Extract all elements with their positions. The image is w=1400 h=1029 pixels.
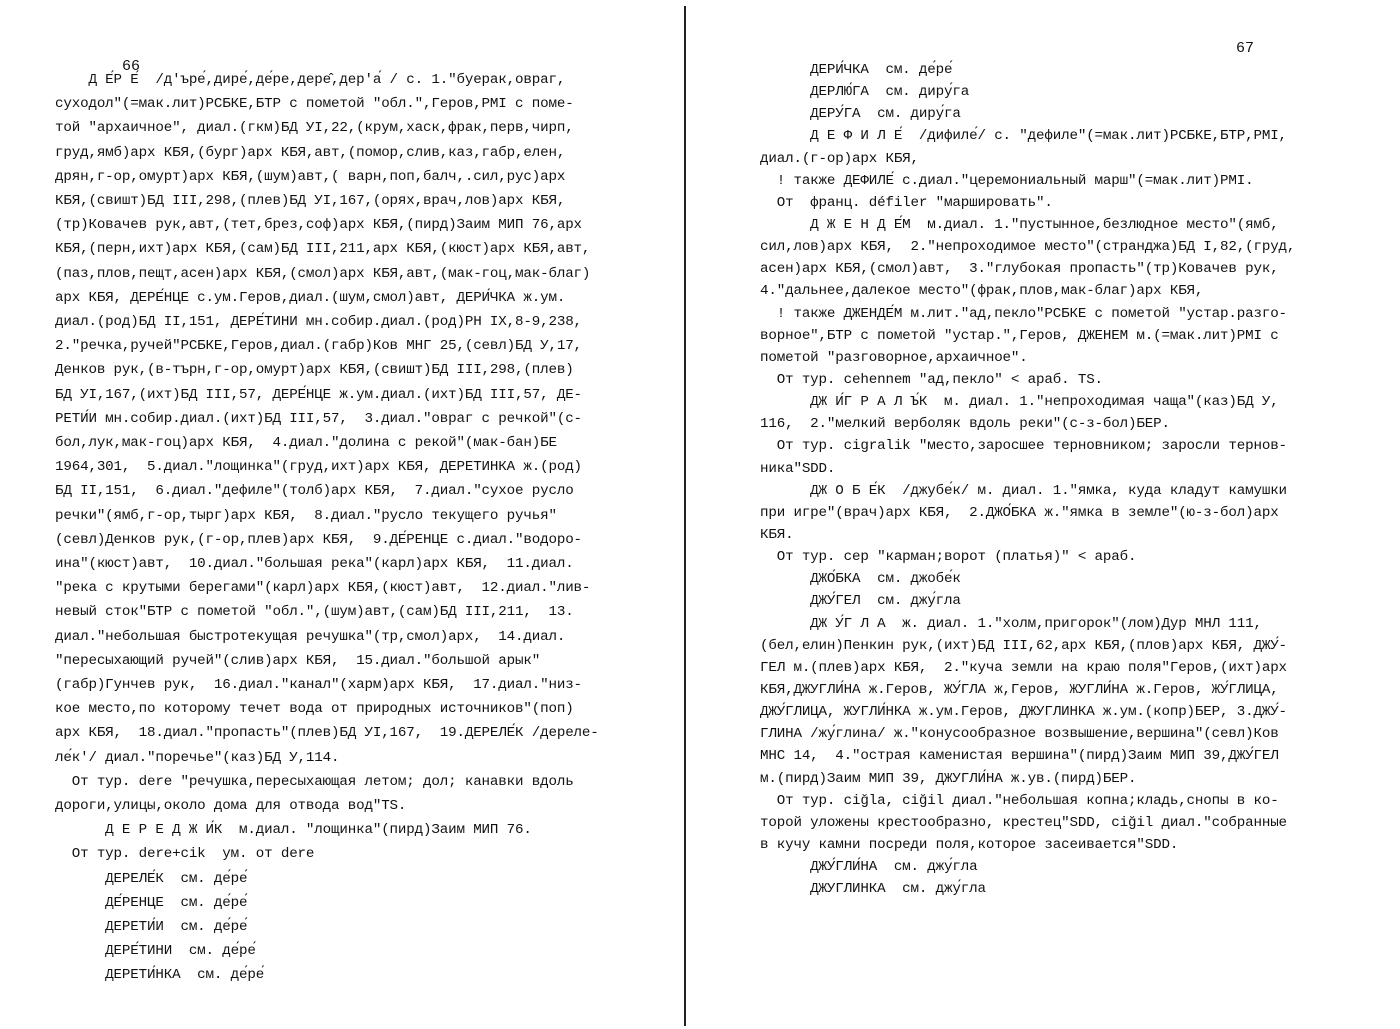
text-line: 4."дальнее,далекое место"(фрак,плов,мак-благ)арх КБЯ, [760, 283, 1204, 299]
text-line: От тур. cehennem "ад,пекло" < араб. TS. [760, 372, 1103, 388]
page-number-right: 67 [1236, 40, 1255, 57]
page-number-left: 66 [122, 58, 141, 75]
text-line: От тур. ciğla, ciğil диал."небольшая копна;кладь,снопы в ко- [760, 793, 1279, 809]
text-line: ГЛИНА /жу́глина/ ж."конусообразное возвышение,вершина"(севл)Ков [760, 726, 1279, 742]
text-line: 116, 2."мелкий верболяк вдоль реки"(с-з-бол)БЕР. [760, 416, 1170, 432]
text-line: ле́к'/ диал."поречье"(каз)БД У,114. [55, 750, 340, 766]
text-line: диал.(г-ор)арх КБЯ, [760, 151, 919, 167]
text-line: невый сток"БТР с пометой "обл.",(шум)авт,(сам)БД ІІІ,211, 13. [55, 604, 574, 620]
text-line: От франц. défiler "маршировать". [760, 195, 1053, 211]
text-line: "река с крутыми берегами"(карл)арх КБЯ,(кюст)авт, 12.диал."лив- [55, 580, 591, 596]
text-line: (тр)Ковачев рук,авт,(тет,брез,соф)арх КБЯ,(пирд)Заим МИП 76,арх [55, 217, 582, 233]
text-line: ДЖУ́ГЛИЦА, ЖУГЛИ́НКА ж.ум.Геров, ДЖУГЛИНКА ж.ум.(копр)БЕР, 3.ДЖУ́- [760, 704, 1287, 720]
text-line: диал.(род)БД ІІ,151, ДЕРЕ́ТИНИ мн.собир.диал.(род)РН ІХ,8-9,238, [55, 314, 582, 330]
text-line: ДЕРУ́ГА см. диру́га [760, 106, 961, 122]
text-line: (паз,плов,пещт,асен)арх КБЯ,(смол)арх КБЯ,авт,(мак-гоц,мак-благ) [55, 266, 591, 282]
text-line: арх КБЯ, 18.диал."пропасть"(плев)БД УІ,167, 19.ДЕРЕЛЕ́К /дереле- [55, 725, 599, 741]
text-line: кое место,по которому течет вода от природных источников"(поп) [55, 701, 574, 717]
text-line: ! также ДЕФИЛЕ́ с.диал."церемониальный марш"(=мак.лит)РМІ. [760, 173, 1254, 189]
text-line: груд,ямб)арх КБЯ,(бург)арх КБЯ,авт,(помор,слив,каз,габр,елен, [55, 145, 566, 161]
text-line: КБЯ,ДЖУГЛИ́НА ж.Геров, ЖУ́ГЛА ж,Геров, ЖУГЛИ́НА ж.Геров, ЖУ́ГЛИЦА, [760, 682, 1279, 698]
text-line: (бел,елин)Пенкин рук,(ихт)БД ІІІ,62,арх КБЯ,(плов)арх КБЯ, ДЖУ́- [760, 638, 1287, 654]
text-line: Денков рук,(в-търн,г-ор,омурт)арх КБЯ,(свишт)БД ІІІ,298,(плев) [55, 362, 574, 378]
text-line: КБЯ,(перн,ихт)арх КБЯ,(сам)БД ІІІ,211,арх КБЯ,(кюст)арх КБЯ,авт, [55, 241, 591, 257]
text-line: бол,лук,мак-гоц)арх КБЯ, 4.диал."долина с рекой"(мак-бан)БЕ [55, 435, 557, 451]
text-line: речки"(ямб,г-ор,тырг)арх КБЯ, 8.диал."русло текущего ручья" [55, 508, 557, 524]
text-line: Д Е Р Е Д Ж И́К м.диал. "лощинка"(пирд)Заим МИП 76. [55, 822, 532, 838]
text-line: ДЖ У́Г Л А ж. диал. 1."холм,пригорок"(лом)Дур МНЛ 111, [760, 616, 1262, 632]
text-line: дороги,улицы,около дома для отвода вод"TS. [55, 798, 407, 814]
text-line: От тур. cep "карман;ворот (платья)" < араб. [760, 549, 1137, 565]
text-line: асен)арх КБЯ,(смол)авт, 3."глубокая пропасть"(тр)Ковачев рук, [760, 261, 1279, 277]
text-line: ДЕРЕЛЕ́К см. де́ре́ [55, 871, 248, 887]
text-line: ДЖУ́ГЕЛ см. джу́гла [760, 593, 961, 609]
text-line: диал."небольшая быстротекущая речушка"(тр,смол)арх, 14.диал. [55, 629, 566, 645]
text-line: ! также ДЖЕНДЕ́М м.лит."ад,пекло"РСБКЕ с пометой "устар.разго- [760, 306, 1287, 322]
text-line: 2."речка,ручей"РСБКЕ,Геров,диал.(габр)Ков МНГ 25,(севл)БД У,17, [55, 338, 582, 354]
text-line: дрян,г-ор,омурт)арх КБЯ,(шум)авт,( варн,поп,балч,.сил,рус)арх [55, 169, 566, 185]
text-line: ДЖО́БКА см. джобе́к [760, 571, 961, 587]
text-line: ДЖУГЛИНКА см. джу́гла [760, 881, 986, 897]
text-line: БД ІІ,151, 6.диал."дефиле"(толб)арх КБЯ, 7.диал."сухое русло [55, 483, 574, 499]
text-line: ворное",БТР с пометой "устар.",Геров, ДЖЕНЕМ м.(=мак.лит)РМІ с [760, 328, 1279, 344]
text-line: БД УІ,167,(ихт)БД ІІІ,57, ДЕРЕ́НЦЕ ж.ум.диал.(ихт)БД ІІІ,57, ДЕ- [55, 387, 582, 403]
text-line: От тур. dere+cik ум. от dere [55, 846, 315, 862]
text-line: м.(пирд)Заим МИП 39, ДЖУГЛИ́НА ж.ув.(пирд)БЕР. [760, 771, 1137, 787]
text-line: ДЖ И́Г Р А Л Ъ́К м. диал. 1."непроходимая чаща"(каз)БД У, [760, 394, 1279, 410]
text-line: ДЖУ́ГЛИ́НА см. джу́гла [760, 859, 978, 875]
text-line: сил,лов)арх КБЯ, 2."непроходимое место"(странджа)БД І,82,(груд, [760, 239, 1296, 255]
text-line: в кучу камни посреди поля,которое засеивается"SDD. [760, 837, 1179, 853]
text-line: МНС 14, 4."острая каменистая вершина"(пирд)Заим МИП 39,ДЖУ́ГЕЛ [760, 748, 1279, 764]
text-line: (севл)Денков рук,(г-ор,плев)арх КБЯ, 9.ДЕ́РЕНЦЕ с.диал."водоро- [55, 532, 582, 548]
text-line: Д Ж Е Н Д Е́М м.диал. 1."пустынное,безлюдное место"(ямб, [760, 217, 1279, 233]
text-line: ДЖ О Б Е́К /джубе́к/ м. диал. 1."ямка, куда кладут камушки [760, 483, 1287, 499]
text-line: (габр)Гунчев рук, 16.диал."канал"(харм)арх КБЯ, 17.диал."низ- [55, 677, 582, 693]
page-gutter-divider [684, 6, 686, 1026]
text-line: суходол"(=мак.лит)РСБКЕ,БТР с пометой "обл.",Геров,РМІ с поме- [55, 96, 574, 112]
text-line: "пересыхающий ручей"(слив)арх КБЯ, 15.диал."большой арык" [55, 653, 541, 669]
text-line: ника"SDD. [760, 461, 836, 477]
text-line: ДЕРЕТИ́И см. де́ре́ [55, 919, 248, 935]
text-line: ДЕРЕТИ́НКА см. де́ре́ [55, 967, 265, 983]
text-line: 1964,301, 5.диал."лощинка"(груд,ихт)арх КБЯ, ДЕРЕТИНКА ж.(род) [55, 459, 582, 475]
text-line: Д Е Ф И Л Е́ /дифиле́/ с. "дефиле"(=мак.лит)РСБКЕ,БТР,РМІ, [760, 128, 1287, 144]
text-line: при игре"(врач)арх КБЯ, 2.ДЖО́БКА ж."ямка в земле"(ю-з-бол)арх [760, 505, 1279, 521]
text-line: От тур. dere "речушка,пересыхающая летом; дол; канавки вдоль [55, 774, 574, 790]
text-line: РЕТИ́И мн.собир.диал.(ихт)БД ІІІ,57, 3.диал."овраг с речкой"(с- [55, 411, 582, 427]
text-line: ДЕРЕ́ТИНИ см. де́ре́ [55, 943, 256, 959]
text-line: КБЯ,(свишт)БД ІІІ,298,(плев)БД УІ,167,(орях,врач,лов)арх КБЯ, [55, 193, 566, 209]
text-line: ДЕ́РЕНЦЕ см. де́ре́ [55, 895, 248, 911]
text-line: КБЯ. [760, 527, 794, 543]
text-line: Д Е́Р Е́ /д'ъре́,дире́,де́ре,дере̂,дер'а́ / с. 1."буерак,овраг, [55, 72, 566, 88]
text-line: торой уложены крестообразно, крестец"SDD, ciğil диал."собранные [760, 815, 1287, 831]
text-line: той "архаичное", диал.(гкм)БД УІ,22,(крум,хаск,фрак,перв,чирп, [55, 120, 574, 136]
text-line: ДЕРЛЮ́ГА см. диру́га [760, 84, 970, 100]
text-line: ГЕЛ м.(плев)арх КБЯ, 2."куча земли на краю поля"Геров,(ихт)арх [760, 660, 1287, 676]
text-line: пометой "разговорное,архаичное". [760, 350, 1028, 366]
text-line: ДЕРИ́ЧКА см. де́ре́ [760, 62, 953, 78]
text-line: ина"(кюст)авт, 10.диал."большая река"(карл)арх КБЯ, 11.диал. [55, 556, 574, 572]
text-line: От тур. cigralik "место,заросшее терновником; заросли тернов- [760, 438, 1287, 454]
text-line: арх КБЯ, ДЕРЕ́НЦЕ с.ум.Геров,диал.(шум,смол)авт, ДЕРИ́ЧКА ж.ум. [55, 290, 566, 306]
